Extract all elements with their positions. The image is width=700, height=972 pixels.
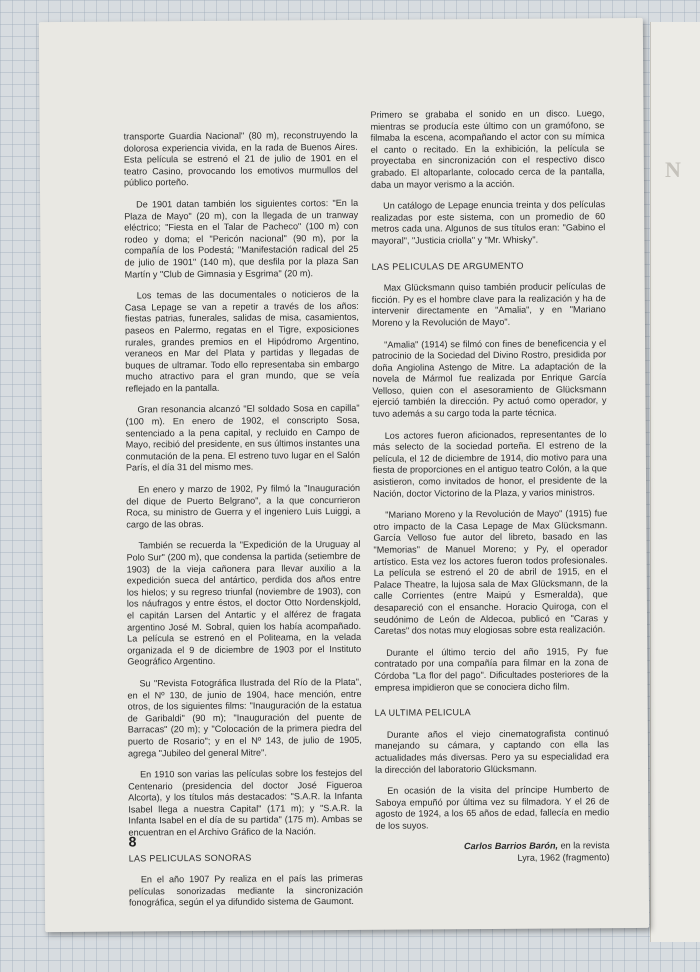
paragraph: Primero se grababa el sonido en un disco. Luego, mientras se producía este último con un gramófono, se filmaba la escena, acompañando el actor con su mímica el canto o recitado. En la exhibición, la película se proyectaba en sincronización con el respectivo disco grabado. El altoparlante, colocado cerca de la pantalla, daba un mayor verismo a la acción. — [370, 108, 605, 190]
adjacent-page — [650, 22, 700, 942]
paragraph: Los temas de las documentales o noticieros de la Casa Lepage se van a repetir a través de los años: fiestas patrias, funerales, salidas de misa, casamientos, paseos en Palermo, regatas en el Tigre, exposiciones rurales, grandes premios en el Hipódromo Argentino, veraneos en Mar del Plata y partidas y llegadas de buques de ultramar. Todo ello representaba sin embargo mucho atractivo para el gran mundo, que se veía reflejado en la pantalla. — [124, 289, 360, 394]
paragraph: "Mariano Moreno y la Revolución de Mayo" (1915) fue otro impacto de la Casa Lepage de Max Glücksmann. García Velloso fue autor del libreto, basado en las "Memorias" de Manuel Moreno; y Py, el operador artístico. Esta vez los actores fueron todos profesionales. La película se estrenó el 20 de abril de 1915, en el Palace Theatre, la lujosa sala de Max Glücksmann, de la calle Corrientes (entre Maipú y Esmeralda), que desapareció con el ensanche. Horacio Quiroga, con el seudónimo de León de Aldecoa, publicó en "Caras y Caretas" dos notas muy elogiosas sobre esta realización. — [373, 508, 609, 636]
paragraph: Gran resonancia alcanzó "El soldado Sosa en capilla" (100 m). En enero de 1902, el conscripto Sosa, sentenciado a la pena capital, y recluido en Campo de Mayo, recibió del presidente, en sus últimos instantes una conmutación de la pena. El estreno tuvo lugar en el Salón París, el día 31 del mismo mes. — [125, 403, 360, 473]
left-column — [124, 130, 363, 920]
section-heading-argumento: LAS PELICULAS DE ARGUMENTO — [371, 260, 524, 272]
paragraph: En ocasión de la visita del príncipe Humberto de Saboya empuñó por última vez su filmadora. Y el 26 de agosto de 1924, a los 65 años de edad, fallecía en medio de los suyos. — [375, 784, 610, 831]
adjacent-page-letter: N — [665, 157, 681, 182]
paragraph: En enero y marzo de 1902, Py filmó la "Inauguración del dique de Puerto Belgrano", a la que concurrieron Roca, su ministro de Guerra y el ingeniero Luis Luiggi, a cargo de las obras. — [126, 482, 361, 530]
credit-source-line: Lyra, 1962 (fragmento) — [517, 852, 610, 863]
page-number: 8 — [128, 833, 137, 850]
section-heading-sonoras: LAS PELICULAS SONORAS — [128, 852, 252, 864]
credit-author: Carlos Barrios Barón, — [464, 840, 559, 852]
paragraph: De 1901 datan también los siguientes cortos: "En la Plaza de Mayo" (20 m), con la llegada de un tranway eléctrico; "Fiesta en el Talar de Pacheco" (100 m) con rodeo y doma; el "Pericón nacional" (90 m), por la compañía de los Podestá; "Manifestación radical del 25 de julio de 1901" (140 m), que desfila por la plaza San Martín y "Club de Gimnasia y Esgrima" (20 m). — [124, 197, 359, 280]
paragraph: Durante años el viejo cinematografista continuó manejando su cámara, y captando con ella las actualidades más diversas. Pero ya su especialidad era la dirección del laboratorio Glücksmann. — [374, 727, 610, 775]
right-column — [370, 108, 609, 875]
paragraph: En el año 1907 Py realiza en el país las primeras películas sonorizadas mediante la sincronización fonográfica, según el ya difundido sistema de Gaumont. — [128, 873, 363, 908]
paragraph: En 1910 son varias las películas sobre los festejos del Centenario (presidencia del doctor José Figueroa Alcorta), y los títulos más destacados: "S.A.R. la Infanta Isabel llega a nuestra Capital" (171 m); y "S.A.R. la Infanta Isabel en el día de su partida" (175 m). Ambas se encuentran en el Archivo Gráfico de la Nación. — [128, 767, 363, 838]
paragraph: Durante el último tercio del año 1915, Py fue contratado por una compañía para filmar en la zona de Córdoba "La flor del pago". Dificultades posteriores de la empresa impidieron que se conociera dicho film. — [374, 645, 609, 693]
paragraph: "Amalia" (1914) se filmó con fines de beneficencia y el patrocinio de la Sociedad del Divino Rostro, presidida por doña Angiolina Astengo de Mitre. La adaptación de la novela de Mármol fue realizada por Enrique García Velloso, quien con el asesoramiento de Glücksmann ejerció también la dirección. Py actuó como operador, y tuvo además a su cargo toda la parte técnica. — [372, 337, 607, 419]
paragraph: Un catálogo de Lepage enuncia treinta y dos películas realizadas por este sistema, con un promedio de 60 metros cada una. Algunos de sus títulos eran: "Gabino el mayoral", "Justicia criolla" y "Mr. Whisky". — [371, 199, 606, 246]
paragraph: Su "Revista Fotográfica Ilustrada del Río de la Plata", en el Nº 130, de junio de 1904, hace mención, entre otros, de los siguientes films: "Inauguración de la estatua de Garibaldi" (90 m); "Inauguración del puente de Barracas" (20 m); y "Colocación de la primera piedra del puerto de Rosario"; y en el Nº 143, de julio de 1905, agrega "Jubileo del general Mitre". — [127, 676, 362, 759]
paragraph: transporte Guardia Nacional" (80 m), reconstruyendo la dolorosa experiencia vivida, en la rada de Buenos Aires. Esta película se estrenó el 21 de julio de 1901 en el teatro Casino, provocando los emotivos murmullos del público porteño. — [123, 129, 358, 188]
credit-source: en la revista — [557, 840, 610, 851]
paragraph: También se recuerda la "Expedición de la Uruguay al Polo Sur" (200 m), que condensa la partida (setiembre de 1903) de la vieja cañonera para llevar auxilio a la expedición sueca del antártico, perdida dos años entre los hielos; y su regreso triunfal (noviembre de 1903), con los náufragos y entre éstos, el doctor Otto Nordenskjold, el capitán Larsen del Antartic y el alférez de fragata argentino José M. Sobral, quien los había acompañado. La película se estrenó en el Politeama, en la velada organizada el 9 de diciembre de 1903 por el Instituto Geográfico Argentino. — [126, 539, 362, 667]
paragraph: Los actores fueron aficionados, representantes de lo más selecto de la sociedad porteña. El estreno de la película, el 12 de diciembre de 1914, dio motivo para una fiesta de proporciones en el antiguo teatro Colón, a la que asistieron, como invitados de honor, el presidente de la Nación, doctor Victorino de la Plaza, y varios ministros. — [372, 428, 608, 499]
credit — [376, 841, 610, 866]
document-page — [39, 18, 649, 932]
section-heading-ultima: LA ULTIMA PELICULA — [374, 707, 471, 718]
paragraph: Max Glücksmann quiso también producir películas de ficción. Py es el hombre clave para la realización y ha de intervenir directamente en "Amalia", y en "Mariano Moreno y la Revolución de Mayo". — [371, 281, 606, 328]
